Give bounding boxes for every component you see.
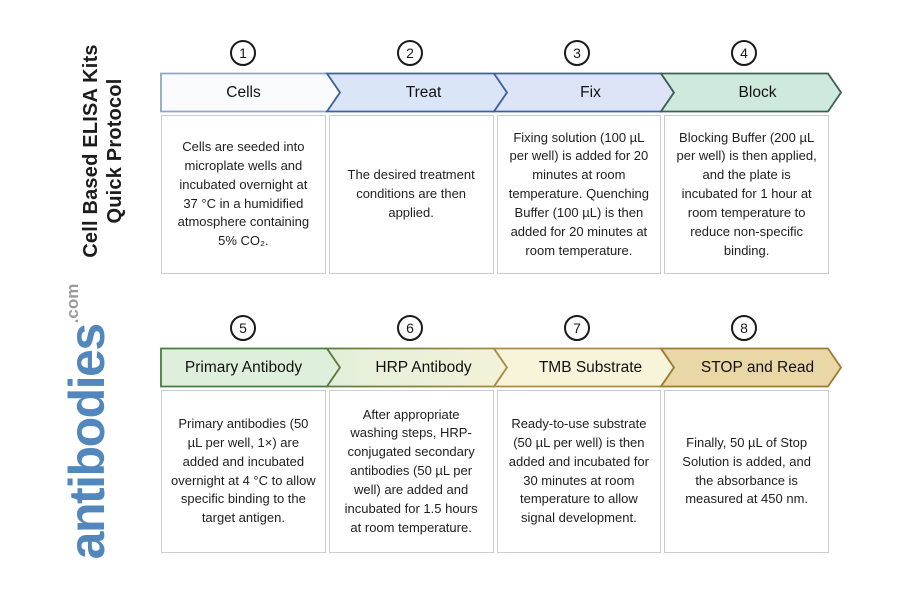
step-number-badge-8: 8 [731, 315, 757, 341]
arrow-label-fix: Fix [580, 83, 601, 101]
description-text-fix: Fixing solution (100 µL per well) is added for 20 minutes at room temperature. Quenching Buffer (100 µL) is then added for 20 minutes at room temperature. [508, 129, 649, 258]
arrow-label-primary-antibody: Primary Antibody [184, 358, 303, 376]
arrow-label-block: Block [738, 83, 777, 101]
arrow-label-cells: Cells [226, 83, 261, 101]
step-number-badge-4: 4 [731, 40, 757, 66]
arrow-bar-row-2 [160, 347, 842, 388]
description-box-fix [497, 115, 662, 274]
description-text-stop-and-read: Finally, 50 µL of Stop Solution is added, and the absorbance is measured at 450 nm. [682, 434, 811, 507]
arrow-shape-cells [161, 74, 340, 112]
page-title [79, 43, 129, 259]
description-text-tmb-substrate: Ready-to-use substrate (50 µL per well) is then added and incubated for 30 minutes at room temperature to allow signal development. [508, 415, 649, 526]
brand-logo [58, 277, 122, 567]
page-title-line2: Quick Protocol [104, 78, 126, 224]
arrow-label-tmb-substrate: TMB Substrate [538, 358, 643, 376]
arrow-shape-primary-antibody [161, 349, 340, 387]
step-number-badge-7: 7 [564, 315, 590, 341]
arrow-label-hrp-antibody: HRP Antibody [375, 358, 472, 376]
description-box-cells [161, 115, 326, 274]
description-box-hrp-antibody [329, 390, 494, 553]
arrow-shape-tmb-substrate [494, 349, 674, 387]
description-text-block: Blocking Buffer (200 µL per well) is then applied, and the plate is incubated for 1 hour at room temperature to reduce non-specific binding. [676, 129, 817, 258]
arrow-label-treat: Treat [405, 83, 442, 101]
description-boxes-row-2 [161, 390, 829, 553]
description-box-tmb-substrate [497, 390, 662, 553]
arrow-shape-hrp-antibody [327, 349, 507, 387]
description-box-block [664, 115, 829, 274]
arrow-shape-fix [494, 74, 674, 112]
brand-logo-text: antibodies [59, 324, 115, 560]
step-number-badge-5: 5 [230, 315, 256, 341]
page-title-line1: Cell Based ELISA Kits [80, 44, 102, 258]
arrow-shape-stop-and-read [661, 349, 841, 387]
step-number-badge-1: 1 [230, 40, 256, 66]
arrow-label-stop-and-read: STOP and Read [700, 358, 815, 376]
description-text-cells: Cells are seeded into microplate wells and incubated overnight at 37 °C in a humidified atmosphere containing 5% CO₂. [177, 138, 310, 249]
description-box-stop-and-read [664, 390, 829, 553]
description-box-primary-antibody [161, 390, 326, 553]
step-number-badge-6: 6 [397, 315, 423, 341]
description-text-hrp-antibody: After appropriate washing steps, HRP-conjugated secondary antibodies (50 µL per well) are added and incubated for 1.5 hours at room temperature. [344, 406, 478, 535]
arrow-shape-treat [327, 74, 507, 112]
description-text-primary-antibody: Primary antibodies (50 µL per well, 1×) are added and incubated overnight at 4 °C to allow specific binding to the target antigen. [171, 415, 316, 526]
description-boxes-row-1 [161, 115, 829, 274]
arrow-shape-block [661, 74, 841, 112]
description-text-treat: The desired treatment conditions are then applied. [347, 167, 475, 220]
brand-logo-suffix: .com [63, 283, 82, 324]
step-number-badge-2: 2 [397, 40, 423, 66]
protocol-flow [160, 0, 842, 594]
step-number-badge-3: 3 [564, 40, 590, 66]
description-box-treat [329, 115, 494, 274]
arrow-bar-row-1 [160, 72, 842, 113]
